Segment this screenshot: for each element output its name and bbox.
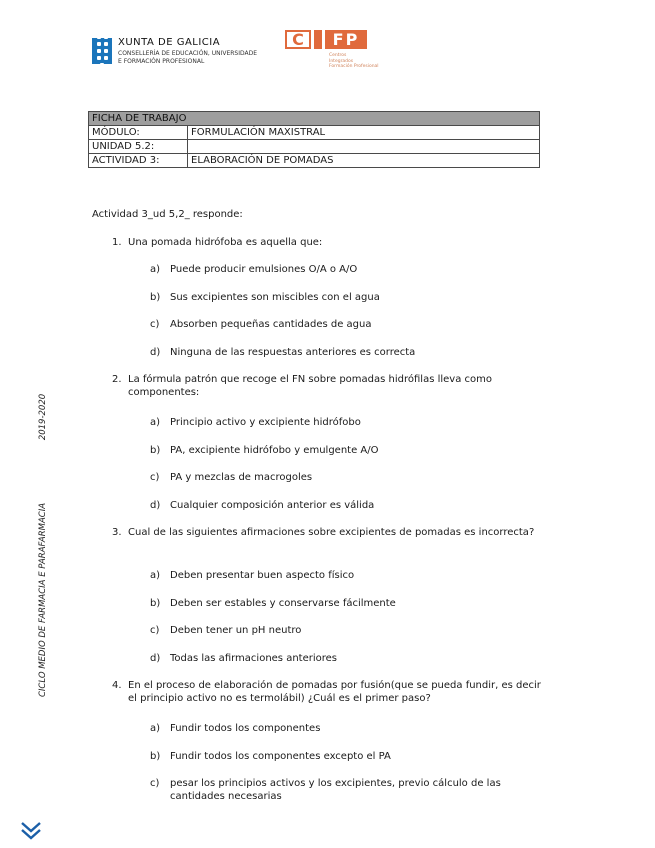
question [112, 373, 542, 399]
option-text: Fundir todos los componentes excepto el PA [170, 751, 391, 762]
option-text: Deben presentar buen aspecto físico [170, 570, 355, 581]
option-text: PA, excipiente hidrófobo y emulgente A/O [170, 445, 379, 456]
cifp-letters-fp: FP [325, 30, 367, 49]
option-letter: c) [150, 778, 160, 789]
option-text: Sus excipientes son miscibles con el agua [170, 292, 380, 303]
side-year-text: 2019-2020 [38, 393, 48, 441]
option-letter: d) [150, 653, 161, 664]
ficha-row [89, 140, 540, 154]
option [150, 318, 550, 331]
option [150, 750, 550, 763]
xunta-logo [92, 38, 257, 65]
side-cycle [27, 485, 59, 715]
option-letter: d) [150, 500, 161, 511]
xunta-subtitle-line2: E FORMACIÓN PROFESIONAL [118, 57, 205, 65]
option [150, 597, 550, 610]
option [150, 777, 545, 803]
option [150, 346, 550, 359]
ficha-table [88, 111, 540, 168]
option-text: Ninguna de las respuestas anteriores es correcta [170, 347, 416, 358]
ficha-label: MÓDULO: [89, 126, 188, 140]
ficha-value [188, 140, 540, 154]
cifp-sub-line1: Centros [329, 53, 347, 58]
ficha-label: ACTIVIDAD 3: [89, 154, 188, 168]
option-text: PA y mezclas de macrogoles [170, 472, 313, 483]
xunta-title: XUNTA DE GALICIA [118, 37, 221, 48]
question-number: 4. [112, 680, 122, 691]
option-letter: b) [150, 445, 161, 456]
option-letter: a) [150, 723, 161, 734]
option-letter: a) [150, 417, 161, 428]
double-chevron-down-icon [20, 820, 42, 842]
option-letter: a) [150, 570, 161, 581]
option [150, 416, 550, 429]
question-text: La fórmula patrón que recoge el FN sobre pomadas hidrófilas lleva como componentes: [128, 374, 492, 398]
option-text: Principio activo y excipiente hidrófobo [170, 417, 361, 428]
cifp-sub-line2: Integrados [329, 58, 354, 64]
question-text: En el proceso de elaboración de pomadas por fusión(que se pueda fundir, es decir el principio activo no es termolábil) ¿Cuál es el primer paso? [128, 680, 541, 704]
question [112, 679, 542, 705]
ficha-value: ELABORACIÓN DE POMADAS [188, 154, 540, 168]
ficha-label: UNIDAD 5.2: [89, 140, 188, 154]
option-text: Fundir todos los componentes [170, 723, 321, 734]
question [112, 236, 542, 249]
question-number: 3. [112, 527, 122, 538]
activity-intro: Actividad 3_ud 5,2_ responde: [92, 209, 243, 220]
option-text: Deben ser estables y conservarse fácilmente [170, 598, 396, 609]
option-letter: b) [150, 751, 161, 762]
option-text: Todas las afirmaciones anteriores [170, 653, 337, 664]
side-cycle-text: CICLO MEDIO DE FARMACIA E PARAFARMACIA [38, 502, 48, 698]
cifp-letter-c: C [285, 30, 311, 49]
question-text: Cual de las siguientes afirmaciones sobre excipientes de pomadas es incorrecta? [128, 527, 535, 538]
option [150, 624, 550, 637]
cifp-letter-i [314, 30, 322, 49]
ficha-row [89, 154, 540, 168]
option-letter: c) [150, 319, 160, 330]
option [150, 291, 550, 304]
option [150, 569, 550, 582]
question-text: Una pomada hidrófoba es aquella que: [128, 237, 323, 248]
side-year [27, 393, 59, 441]
option-letter: b) [150, 292, 161, 303]
option [150, 444, 550, 457]
option [150, 722, 550, 735]
option-text: Cualquier composición anterior es válida [170, 500, 375, 511]
option-text: Deben tener un pH neutro [170, 625, 302, 636]
cifp-sub-line3: Formación Profesional [329, 64, 379, 69]
option-letter: d) [150, 347, 161, 358]
option [150, 499, 550, 512]
option-text: Puede producir emulsiones O/A o A/O [170, 264, 358, 275]
option [150, 263, 550, 276]
ficha-header-row [89, 112, 540, 126]
option-letter: b) [150, 598, 161, 609]
xunta-emblem-icon [92, 38, 112, 64]
option-text: pesar los principios activos y los excipientes, previo cálculo de las cantidades necesarias [170, 778, 501, 802]
option-text: Absorben pequeñas cantidades de agua [170, 319, 372, 330]
option-letter: c) [150, 472, 160, 483]
question-number: 2. [112, 374, 122, 385]
option [150, 471, 550, 484]
cifp-logo [285, 28, 395, 74]
ficha-row [89, 126, 540, 140]
xunta-subtitle-line1: CONSELLERÍA DE EDUCACIÓN, UNIVERSIDADE [118, 50, 258, 57]
ficha-title: FICHA DE TRABAJO [89, 112, 540, 126]
option [150, 652, 550, 665]
ficha-value: FORMULACIÓN MAXISTRAL [188, 126, 540, 140]
option-letter: a) [150, 264, 161, 275]
question [112, 526, 542, 539]
question-number: 1. [112, 237, 122, 248]
option-letter: c) [150, 625, 160, 636]
